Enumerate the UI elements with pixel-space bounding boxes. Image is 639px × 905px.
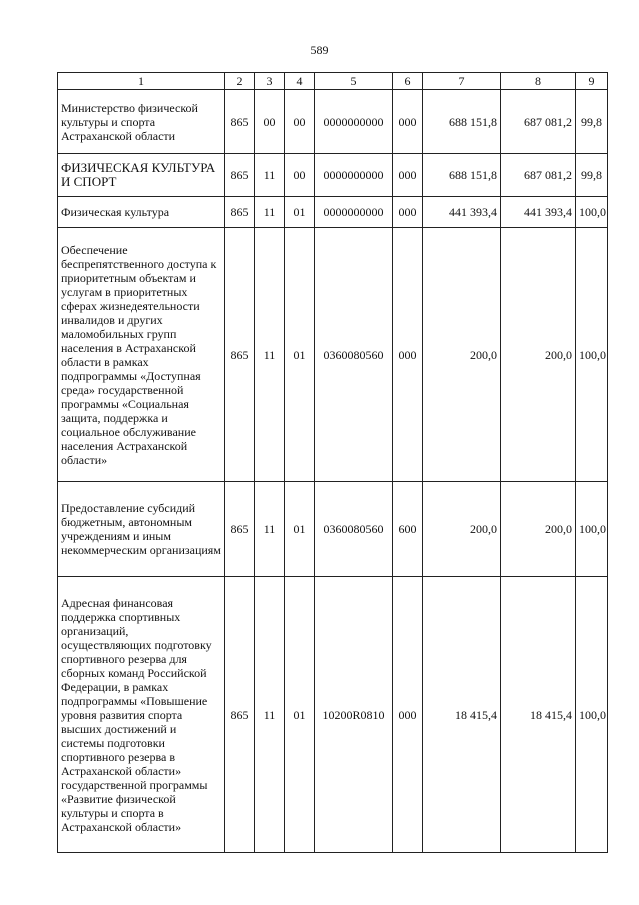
row-name: Министерство физической культуры и спорта Астраханской области xyxy=(58,90,225,154)
cell-col6: 000 xyxy=(393,197,423,228)
cell-col3: 11 xyxy=(255,482,285,577)
cell-col5: 0360080560 xyxy=(315,482,393,577)
cell-col8: 200,0 xyxy=(501,482,576,577)
row-name: Физическая культура xyxy=(58,197,225,228)
column-header-8: 8 xyxy=(501,73,576,90)
cell-col8: 687 081,2 xyxy=(501,154,576,197)
cell-col3: 11 xyxy=(255,577,285,853)
cell-col9: 100,0 xyxy=(576,228,608,482)
row-name: Обеспечение беспрепятственного доступа к приоритетным объектам и услугам в приоритетных сферах жизнедеятельности инвалидов и других маломобильных групп населения в Астраханской области в рамках подпрограммы «Доступная среда» государственной программы «Социальная защита, поддержка и социальное обслуживание населения Астраханской области» xyxy=(58,228,225,482)
cell-col7: 18 415,4 xyxy=(423,577,501,853)
cell-col3: 11 xyxy=(255,197,285,228)
cell-col3: 11 xyxy=(255,154,285,197)
cell-col2: 865 xyxy=(225,90,255,154)
cell-col5: 0000000000 xyxy=(315,154,393,197)
cell-col8: 441 393,4 xyxy=(501,197,576,228)
row-name: Предоставление субсидий бюджетным, автономным учреждениям и иным некоммерческим организациям xyxy=(58,482,225,577)
cell-col3: 00 xyxy=(255,90,285,154)
cell-col4: 01 xyxy=(285,482,315,577)
cell-col5: 0000000000 xyxy=(315,197,393,228)
row-name: ФИЗИЧЕСКАЯ КУЛЬТУРА И СПОРТ xyxy=(58,154,225,197)
cell-col8: 200,0 xyxy=(501,228,576,482)
table-row xyxy=(58,154,608,197)
cell-col9: 100,0 xyxy=(576,197,608,228)
column-header-1: 1 xyxy=(58,73,225,90)
cell-col8: 18 415,4 xyxy=(501,577,576,853)
column-header-9: 9 xyxy=(576,73,608,90)
cell-col7: 200,0 xyxy=(423,228,501,482)
cell-col4: 01 xyxy=(285,197,315,228)
cell-col4: 01 xyxy=(285,228,315,482)
cell-col8: 687 081,2 xyxy=(501,90,576,154)
cell-col6: 600 xyxy=(393,482,423,577)
column-header-4: 4 xyxy=(285,73,315,90)
header-row xyxy=(58,73,608,90)
column-header-7: 7 xyxy=(423,73,501,90)
column-header-2: 2 xyxy=(225,73,255,90)
cell-col4: 00 xyxy=(285,154,315,197)
column-header-3: 3 xyxy=(255,73,285,90)
cell-col7: 200,0 xyxy=(423,482,501,577)
cell-col9: 99,8 xyxy=(576,154,608,197)
cell-col7: 688 151,8 xyxy=(423,154,501,197)
cell-col5: 0360080560 xyxy=(315,228,393,482)
cell-col2: 865 xyxy=(225,154,255,197)
cell-col9: 100,0 xyxy=(576,482,608,577)
cell-col2: 865 xyxy=(225,228,255,482)
column-header-5: 5 xyxy=(315,73,393,90)
cell-col2: 865 xyxy=(225,482,255,577)
table-row xyxy=(58,577,608,853)
table-row xyxy=(58,197,608,228)
cell-col7: 441 393,4 xyxy=(423,197,501,228)
cell-col4: 00 xyxy=(285,90,315,154)
cell-col7: 688 151,8 xyxy=(423,90,501,154)
cell-col3: 11 xyxy=(255,228,285,482)
row-name: Адресная финансовая поддержка спортивных организаций, осуществляющих подготовку спортивного резерва для сборных команд Российской Федерации, в рамках подпрограммы «Повышение уровня развития спорта высших достижений и системы подготовки спортивного резерва в Астраханской области» государственной программы «Развитие физической культуры и спорта в Астраханской области» xyxy=(58,577,225,853)
cell-col6: 000 xyxy=(393,577,423,853)
column-header-6: 6 xyxy=(393,73,423,90)
budget-table xyxy=(57,72,608,853)
cell-col2: 865 xyxy=(225,197,255,228)
cell-col6: 000 xyxy=(393,228,423,482)
cell-col6: 000 xyxy=(393,154,423,197)
cell-col5: 0000000000 xyxy=(315,90,393,154)
cell-col6: 000 xyxy=(393,90,423,154)
table-row xyxy=(58,228,608,482)
page-number: 589 xyxy=(310,43,329,57)
table-row xyxy=(58,482,608,577)
table-row xyxy=(58,90,608,154)
cell-col4: 01 xyxy=(285,577,315,853)
cell-col9: 99,8 xyxy=(576,90,608,154)
cell-col2: 865 xyxy=(225,577,255,853)
cell-col9: 100,0 xyxy=(576,577,608,853)
cell-col5: 10200R0810 xyxy=(315,577,393,853)
